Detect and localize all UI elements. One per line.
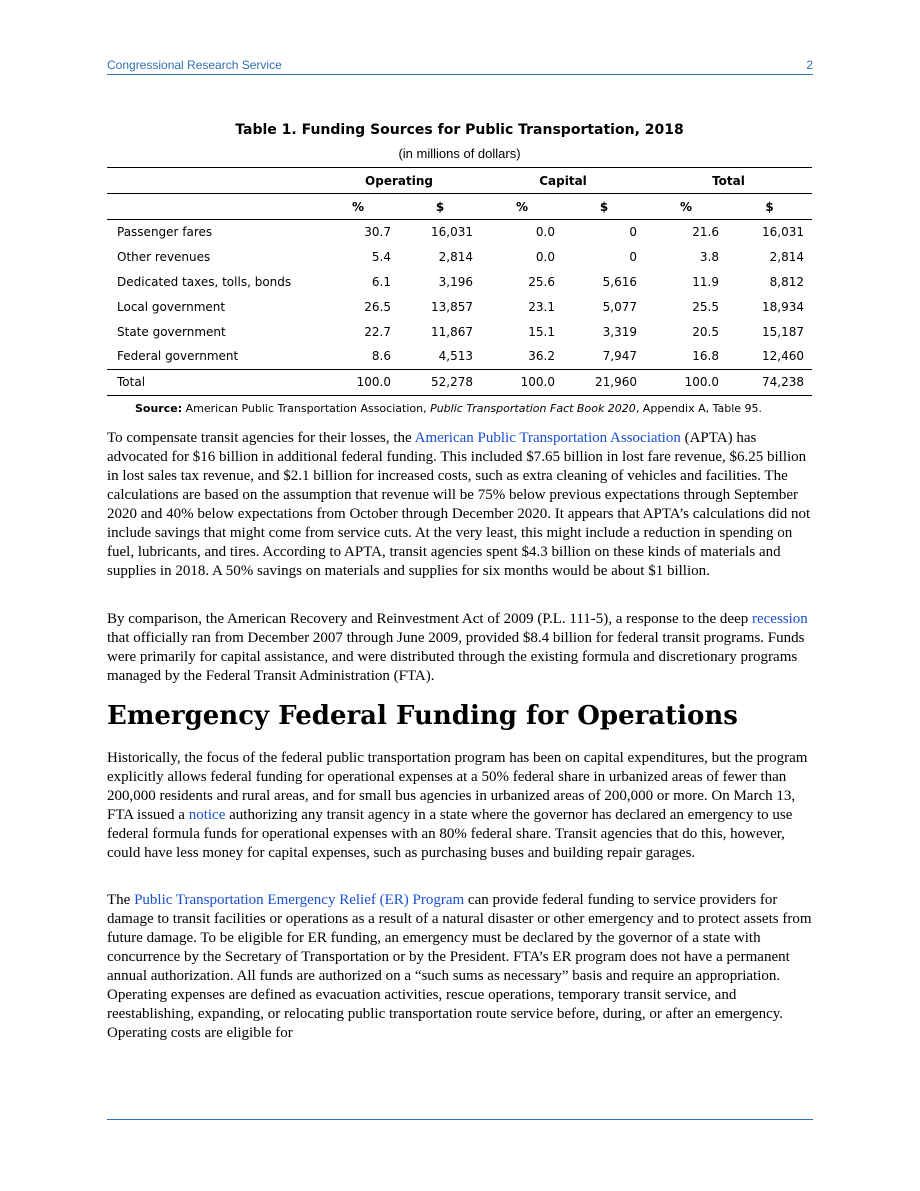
cell: 13,857 — [431, 299, 473, 314]
table-row — [107, 344, 812, 369]
cell: 0 — [629, 225, 637, 240]
paragraph-er-program — [107, 891, 813, 1043]
table-source — [135, 402, 762, 415]
cell: 12,460 — [762, 349, 804, 364]
table-row — [107, 220, 812, 245]
row-label: Passenger fares — [117, 225, 213, 240]
table-unit-header — [107, 194, 812, 220]
text: To compensate transit agencies for their losses, the — [107, 430, 415, 446]
cell: 0.0 — [535, 250, 555, 265]
source-book: Public Transportation Fact Book 2020 — [430, 402, 636, 415]
cell: 26.5 — [364, 299, 391, 314]
paragraph-apta — [107, 429, 813, 581]
cell: 16,031 — [762, 225, 804, 240]
cell: 52,278 — [399, 369, 481, 395]
cell: 23.1 — [528, 299, 555, 314]
cell: 25.6 — [528, 274, 555, 289]
cell: 3,196 — [438, 274, 473, 289]
source-pre: American Public Transportation Association, — [182, 402, 431, 415]
row-label: Total — [107, 369, 317, 395]
cell: 22.7 — [364, 324, 391, 339]
table-row — [107, 245, 812, 270]
unit-header: % — [317, 194, 399, 220]
cell: 15,187 — [762, 324, 804, 339]
cell: 100.0 — [317, 369, 399, 395]
cell: 11.9 — [692, 274, 719, 289]
paragraph-arra — [107, 610, 813, 686]
cell: 7,947 — [602, 349, 637, 364]
unit-header: $ — [563, 194, 645, 220]
cell: 100.0 — [645, 369, 727, 395]
table-subtitle: (in millions of dollars) — [398, 146, 521, 161]
header-org: Congressional Research Service — [107, 58, 282, 72]
text: By comparison, the American Recovery and Reinvestment Act of 2009 (P.L. 111-5), a response to the deep — [107, 611, 752, 627]
cell: 2,814 — [769, 250, 804, 265]
recession-link[interactable]: recession — [751, 611, 808, 627]
cell: 5,077 — [602, 299, 637, 314]
group-total: Total — [645, 168, 812, 194]
blank-header — [107, 194, 317, 220]
section-heading: Emergency Federal Funding for Operations — [107, 701, 738, 731]
cell: 8,812 — [769, 274, 804, 289]
text: Historically, the focus of the federal public transportation program has been on capital expenditures, but the program explicitly allows federal funding for operational expenses at a 50% federal share in urbanized areas of fewer than 200,000 residents and rural areas, and for small bus agencies in urbanized areas of 200,000 or more. On March 13, FTA issued a — [107, 750, 808, 823]
row-label: Other revenues — [117, 250, 211, 265]
table-row — [107, 319, 812, 344]
apta-link[interactable]: American Public Transportation Association — [414, 430, 681, 446]
cell: 2,814 — [438, 250, 473, 265]
row-label: Dedicated taxes, tolls, bonds — [117, 274, 292, 289]
row-label: State government — [117, 324, 226, 339]
notice-link[interactable]: notice — [188, 807, 226, 823]
cell: 16,031 — [431, 225, 473, 240]
paragraph-historically — [107, 749, 813, 863]
cell: 36.2 — [528, 349, 555, 364]
cell: 11,867 — [431, 324, 473, 339]
cell: 21,960 — [563, 369, 645, 395]
funding-table — [107, 167, 812, 396]
table-row — [107, 270, 812, 295]
footer-rule — [107, 1119, 813, 1120]
group-capital: Capital — [481, 168, 645, 194]
text: (APTA) has advocated for $16 billion in additional federal funding. This included $7.65 billion in lost fare revenue, $6.25 billion in lost sales tax revenue, and $2.1 billion for increased costs, such as extra cleaning of vehicles and facilities. The calculations are based on the assumption that revenue will be 75% below previous expectations through September 2020 and 40% below expectations from October through December 2020. It appears that APTA’s calculations did not include savings that might come from service cuts. At the very least, this might include a reduction in spending on fuel, lubricants, and tires. According to APTA, transit agencies spent $4.3 billion on these kinds of materials and supplies in 2018. A 50% savings on materials and supplies for six months would be about $1 billion. — [107, 430, 811, 579]
cell: 5.4 — [371, 250, 391, 265]
cell: 16.8 — [692, 349, 719, 364]
cell: 0 — [629, 250, 637, 265]
cell: 3,319 — [602, 324, 637, 339]
cell: 21.6 — [692, 225, 719, 240]
text: can provide federal funding to service providers for damage to transit facilities or operations as a result of a natural disaster or other emergency and to protect assets from future damage. To be eligible for ER funding, an emergency must be declared by the governor of a state with concurrence by the Secretary of Transportation or by the President. FTA’s ER program does not have a permanent annual authorization. All funds are authorized on a “such sums as necessary” basis and require an appropriation. Operating expenses are defined as evacuation activities, rescue operations, temporary transit service, and reestablishing, expanding, or relocating public transportation route service before, during, or after an emergency. Operating costs are eligible for — [107, 892, 812, 1041]
row-label: Local government — [117, 299, 226, 314]
cell: 6.1 — [371, 274, 391, 289]
cell: 18,934 — [762, 299, 804, 314]
cell: 74,238 — [727, 369, 812, 395]
er-program-link[interactable]: Public Transportation Emergency Relief (ER) Program — [134, 892, 465, 908]
cell: 3.8 — [699, 250, 719, 265]
cell: 25.5 — [692, 299, 719, 314]
page-number: 2 — [806, 58, 813, 72]
table-group-header — [107, 168, 812, 194]
page-header — [107, 58, 813, 75]
text: The — [107, 892, 135, 908]
table-total-row — [107, 369, 812, 395]
cell: 4,513 — [438, 349, 473, 364]
table-title: Table 1. Funding Sources for Public Transportation, 2018 — [235, 122, 684, 138]
cell: 0.0 — [535, 225, 555, 240]
cell: 20.5 — [692, 324, 719, 339]
unit-header: % — [645, 194, 727, 220]
source-post: , Appendix A, Table 95. — [635, 402, 763, 415]
cell: 100.0 — [481, 369, 563, 395]
cell: 5,616 — [602, 274, 637, 289]
unit-header: $ — [399, 194, 481, 220]
cell: 30.7 — [364, 225, 391, 240]
unit-header: % — [481, 194, 563, 220]
text: authorizing any transit agency in a state where the governor has declared an emergency to use federal formula funds for operational expenses with an 80% federal share. Transit agencies that do this, however, could have less money for capital expenses, such as purchasing buses and building repair garages. — [107, 807, 793, 861]
cell: 15.1 — [528, 324, 555, 339]
source-label: Source: — [135, 402, 183, 415]
cell: 8.6 — [371, 349, 391, 364]
row-label: Federal government — [117, 349, 239, 364]
unit-header: $ — [727, 194, 812, 220]
text: that officially ran from December 2007 through June 2009, provided $8.4 billion for federal transit programs. Funds were primarily for capital assistance, and were distributed through the existing formula and discretionary programs managed by the Federal Transit Administration (FTA). — [107, 630, 805, 684]
table-row — [107, 294, 812, 319]
group-operating: Operating — [317, 168, 481, 194]
blank-header — [107, 168, 317, 194]
